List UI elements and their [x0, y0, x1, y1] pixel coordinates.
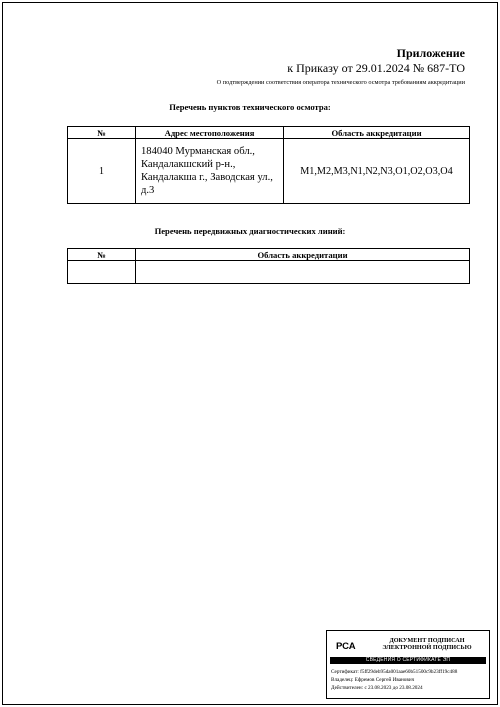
- certificate-validity: Действителен: с 23.08.2023 до 23.08.2024: [331, 685, 423, 691]
- table-row: [68, 261, 470, 284]
- certificate-number: Сертификат: f5ff29deb95da001aae60b51500c9b23ff19c488: [331, 669, 458, 675]
- empty-cell: [68, 261, 136, 284]
- appendix-title: Приложение: [396, 46, 465, 60]
- stamp-heading-line1: ДОКУМЕНТ ПОДПИСАН: [389, 637, 465, 644]
- column-header-number: №: [68, 249, 136, 261]
- column-header-scope: Область аккредитации: [136, 249, 470, 261]
- header-block: [287, 46, 465, 75]
- certificate-details: [331, 668, 457, 692]
- table-header-row: [68, 249, 470, 261]
- table-header-row: [68, 127, 470, 139]
- rsa-logo: РСА: [336, 641, 356, 652]
- column-header-scope: Область аккредитации: [284, 127, 470, 139]
- certificate-owner: Владелец: Ефремов Сергей Иванович: [331, 677, 415, 683]
- table-row: [68, 139, 470, 204]
- stamp-heading: [369, 637, 485, 651]
- column-header-address: Адрес местоположения: [136, 127, 284, 139]
- row-number: 1: [68, 139, 136, 204]
- certificate-info-bar: СВЕДЕНИЯ О СЕРТИФИКАТЕ ЭП: [330, 657, 486, 664]
- electronic-signature-stamp: [326, 630, 490, 699]
- order-reference: к Приказу от 29.01.2024 № 687-ТО: [287, 61, 465, 75]
- row-accreditation-scope: M1,M2,M3,N1,N2,N3,O1,O2,O3,O4: [284, 139, 470, 204]
- inspection-points-table: [67, 126, 470, 204]
- order-subtitle: О подтверждении соответствия оператора технического осмотра требованиям аккредитации: [216, 79, 465, 86]
- mobile-lines-table: [67, 248, 470, 284]
- row-address: 184040 Мурманская обл., Кандалакшский р-н., Кандалакша г., Заводская ул., д.3: [136, 139, 284, 204]
- inspection-points-title: Перечень пунктов технического осмотра:: [169, 102, 331, 112]
- empty-cell: [136, 261, 470, 284]
- column-header-number: №: [68, 127, 136, 139]
- mobile-lines-title: Перечень передвижных диагностических линий:: [154, 226, 346, 236]
- stamp-heading-line2: ЭЛЕКТРОННОЙ ПОДПИСЬЮ: [382, 644, 472, 651]
